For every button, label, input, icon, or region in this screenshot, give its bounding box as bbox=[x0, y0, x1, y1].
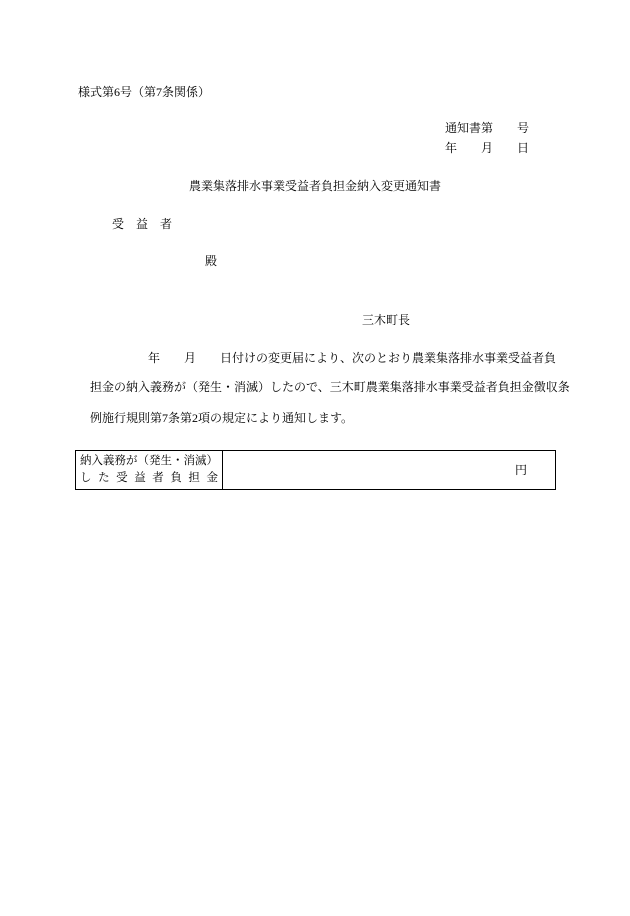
amount-label-cell bbox=[76, 451, 223, 489]
amount-label-line: 納入義務が（発生・消滅） bbox=[80, 455, 218, 467]
amount-table bbox=[75, 450, 556, 490]
body-text-line: 例施行規則第7条第2項の規定により通知します。 bbox=[90, 411, 354, 425]
document-title: 農業集落排水事業受益者負担金納入変更通知書 bbox=[188, 179, 441, 193]
amount-value-cell bbox=[223, 451, 555, 489]
form-number: 様式第6号（第7条関係） bbox=[78, 85, 211, 99]
recipient-label: 受 益 者 bbox=[112, 217, 173, 231]
body-text-line: 年 月 日付けの変更届により、次のとおり農業集落排水事業受益者負 bbox=[148, 351, 557, 365]
issuer-name: 三木町長 bbox=[362, 313, 411, 327]
date-line: 年 月 日 bbox=[445, 141, 530, 155]
notice-number-line: 通知書第 号 bbox=[445, 121, 530, 135]
honorific: 殿 bbox=[205, 254, 218, 268]
amount-label-line: し た 受 益 者 負 担 金 bbox=[80, 471, 218, 484]
yen-unit: 円 bbox=[514, 463, 527, 477]
body-text-line: 担金の納入義務が（発生・消滅）したので、三木町農業集落排水事業受益者負担金徴収条 bbox=[90, 380, 570, 394]
